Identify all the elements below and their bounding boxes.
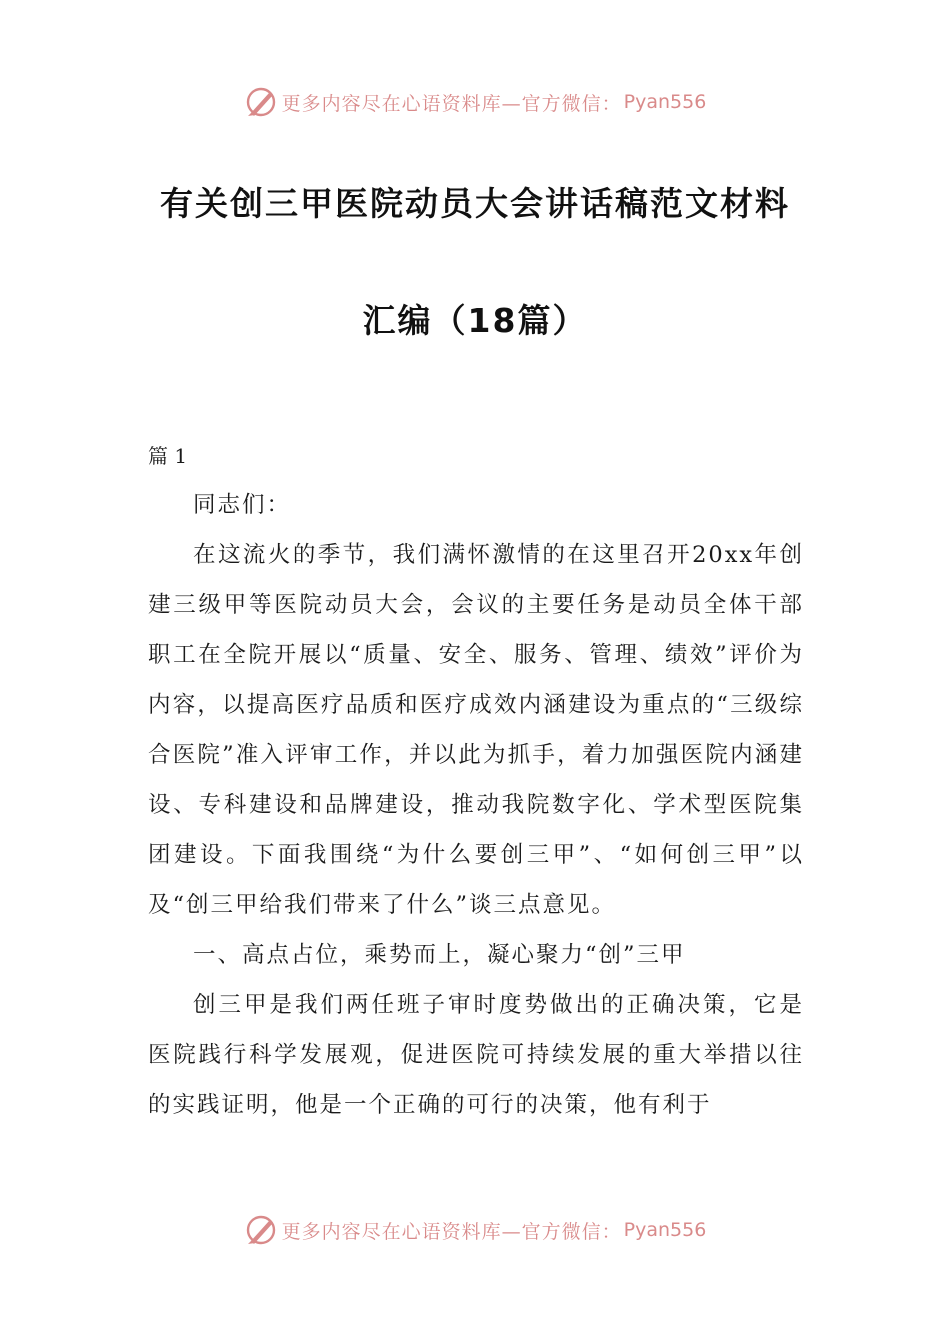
watermark-text: 更多内容尽在心语资料库—官方微信： [281,92,622,115]
watermark-banner-bottom [0,1210,950,1250]
paragraph-heading-1: 一、高点占位，乘势而上，凝心聚力“创”三甲 [193,942,686,968]
paragraph-greeting: 同志们： [193,492,292,518]
watermark-text: 更多内容尽在心语资料库—官方微信： [281,1220,622,1243]
pen-circle-icon [244,85,278,119]
document-title-line-1: 有关创三甲医院动员大会讲话稿范文材料 [160,184,790,223]
paragraph-body-1: 创三甲是我们两任班子审时度势做出的正确决策，它是医院践行科学发展观，促进医院可持续发展的重大举措以往的实践证明，他是一个正确的可行的决策，他有利于 [148,992,804,1118]
watermark-wechat-id: Pyan556 [623,91,707,113]
section-label: 篇 1 [148,444,188,468]
paragraph-intro: 在这流火的季节，我们满怀激情的在这里召开20xx年创建三级甲等医院动员大会，会议的主要任务是动员全体干部职工在全院开展以“质量、安全、服务、管理、绩效”评价为内容，以提高医疗品质和医疗成效内涵建设为重点的“三级综合医院”准入评审工作，并以此为抓手，着力加强医院内涵建设、专科建设和品牌建设，推动我院数字化、学术型医院集团建设。下面我围绕“为什么要创三甲”、“如何创三甲”以及“创三甲给我们带来了什么”谈三点意见。 [148,542,804,918]
watermark-wechat-id: Pyan556 [623,1219,707,1241]
pen-circle-icon [244,1213,278,1247]
watermark-banner-top [0,82,950,122]
document-body [148,480,804,1130]
document-title-line-2: 汇编（18篇） [362,301,588,340]
